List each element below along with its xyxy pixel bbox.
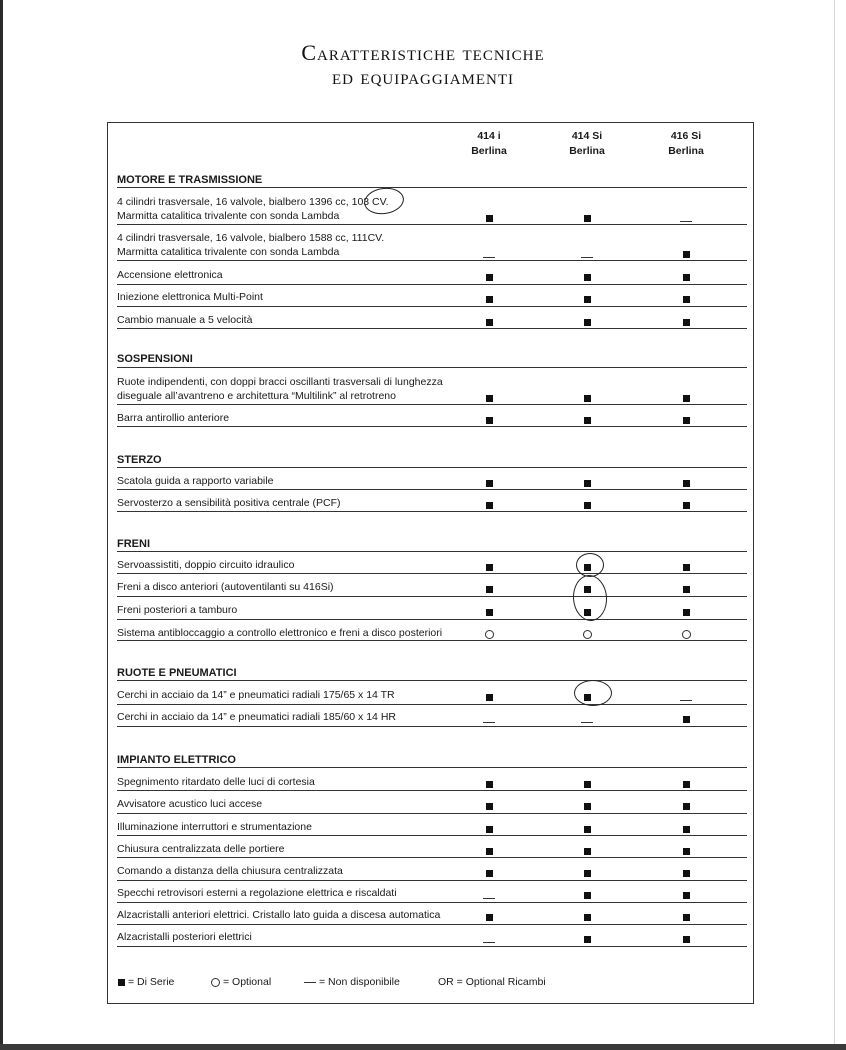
row-divider [117,835,747,836]
spec-row-text: Sistema antibloccaggio a controllo elettronico e freni a disco posteriori [117,627,443,639]
standard-square-icon [479,908,499,922]
spec-row-text: Ruote indipendenti, con doppi bracci oscillanti trasversali di lunghezza [117,376,443,388]
row-divider [117,726,747,727]
standard-square-icon [676,389,696,403]
not-available-dash-icon [577,245,597,259]
section-title: IMPIANTO ELETTRICO [117,754,236,766]
standard-square-icon [676,908,696,922]
optional-circle-icon [577,626,597,640]
standard-square-icon [676,842,696,856]
row-divider [117,328,747,329]
standard-square-icon [577,775,597,789]
standard-square-icon [577,496,597,510]
row-divider [117,284,747,285]
legend-not-available [304,975,400,989]
standard-square-icon [479,820,499,834]
spec-row-label [117,797,477,811]
section-divider [117,367,747,368]
section-divider [117,680,747,681]
legend-standard-label: = Di Serie [128,976,175,988]
page-title-line-2: ed equipaggiamenti [331,64,515,89]
spec-row-text: Barra antirollio anteriore [117,412,230,424]
standard-square-icon [676,603,696,617]
row-divider [117,511,747,512]
spec-row-text: 4 cilindri trasversale, 16 valvole, bialbero 1396 cc, 103 CV. [117,196,389,208]
not-available-dash-icon [577,710,597,724]
row-divider [117,946,747,947]
optional-circle-icon [676,626,696,640]
spec-row-text: Alzacristalli anteriori elettrici. Cristallo lato guida a discesa automatica [117,909,441,921]
spec-row-text: Avvisatore acustico luci accese [117,798,263,810]
column-header-3 [646,129,726,159]
row-divider [117,640,747,641]
standard-square-icon [479,603,499,617]
standard-square-icon [676,775,696,789]
legend-standard [118,975,174,989]
standard-square-icon [577,930,597,944]
standard-square-icon [577,313,597,327]
scan-edge-bottom [0,1044,846,1050]
standard-square-icon [676,580,696,594]
row-divider [117,790,747,791]
legend-optional-spare-label: OR = Optional Ricambi [438,976,546,988]
row-divider [117,306,747,307]
standard-square-icon [577,389,597,403]
spec-row-label [117,886,477,900]
standard-square-icon [676,864,696,878]
spec-row-text: Alzacristalli posteriori elettrici [117,931,252,943]
standard-square-icon [676,496,696,510]
spec-row-text: Spegnimento ritardato delle luci di cortesia [117,776,315,788]
row-divider [117,426,747,427]
column-model: 416 Si [670,130,702,142]
section-divider [117,551,747,552]
standard-square-icon [676,313,696,327]
standard-square-icon [479,580,499,594]
not-available-dash-icon [676,688,696,702]
spec-row-text: Marmitta catalitica trivalente con sonda Lambda [117,246,340,258]
row-divider [117,880,747,881]
section-divider [117,187,747,188]
dash-icon [304,982,316,983]
standard-square-icon [676,558,696,572]
spec-row-text: Cerchi in acciaio da 14” e pneumatici radiali 175/65 x 14 TR [117,689,395,701]
standard-square-icon [676,886,696,900]
row-divider [117,573,747,574]
standard-square-icon [676,411,696,425]
column-body: Berlina [668,145,704,157]
spec-row-text: Freni posteriori a tamburo [117,604,238,616]
spec-row-label [117,930,477,944]
section-title: MOTORE E TRASMISSIONE [117,174,263,186]
standard-square-icon [676,245,696,259]
standard-square-icon [479,496,499,510]
standard-square-icon [479,864,499,878]
spec-row-text: Freni a disco anteriori (autoventilanti su 416Si) [117,581,334,593]
spec-row-label [117,375,477,403]
spec-row-label [117,775,477,789]
standard-square-icon [479,558,499,572]
not-available-dash-icon [479,710,499,724]
spec-row-text: Servosterzo a sensibilità positiva centrale (PCF) [117,497,341,509]
spec-row-text: Servoassistiti, doppio circuito idraulico [117,559,295,571]
standard-square-icon [479,474,499,488]
standard-square-icon [577,842,597,856]
spec-row-label [117,195,477,223]
spec-row-label [117,710,477,724]
row-divider [117,902,747,903]
standard-square-icon [479,411,499,425]
section-divider [117,467,747,468]
row-divider [117,404,747,405]
section-title: STERZO [117,454,162,466]
spec-row-label [117,558,477,572]
column-body: Berlina [471,145,507,157]
pen-circle-annotation [574,680,612,706]
standard-square-icon [676,710,696,724]
filled-square-icon [118,979,125,986]
not-available-dash-icon [479,930,499,944]
spec-row-text: Accensione elettronica [117,269,223,281]
row-divider [117,224,747,225]
row-divider [117,813,747,814]
standard-square-icon [577,908,597,922]
row-divider [117,619,747,620]
optional-circle-icon [479,626,499,640]
spec-row-label [117,820,477,834]
spec-row-label [117,496,477,510]
section-title: FRENI [117,538,150,550]
row-divider [117,596,747,597]
section-divider [117,767,747,768]
spec-row-label [117,313,477,327]
standard-square-icon [676,474,696,488]
spec-row-text: Marmitta catalitica trivalente con sonda Lambda [117,210,340,222]
spec-row-label [117,688,477,702]
standard-square-icon [479,842,499,856]
column-body: Berlina [569,145,605,157]
spec-row-text: 4 cilindri trasversale, 16 valvole, bialbero 1588 cc, 111CV. [117,232,385,244]
standard-square-icon [577,268,597,282]
spec-row-label [117,603,477,617]
row-divider [117,704,747,705]
pen-circle-annotation [576,553,604,577]
standard-square-icon [577,290,597,304]
spec-row-label [117,268,477,282]
column-header-1 [449,129,529,159]
row-divider [117,924,747,925]
not-available-dash-icon [479,886,499,900]
spec-row-label [117,626,477,640]
spec-row-text: Chiusura centralizzata delle portiere [117,843,285,855]
legend-optional-spare [438,975,546,989]
scan-edge-left [0,0,3,1050]
standard-square-icon [577,474,597,488]
standard-square-icon [676,930,696,944]
spec-row-label [117,864,477,878]
spec-row-text: Cambio manuale a 5 velocità [117,314,253,326]
spec-row-label [117,290,477,304]
not-available-dash-icon [676,209,696,223]
spec-row-label [117,474,477,488]
standard-square-icon [577,209,597,223]
spec-row-text: Specchi retrovisori esterni a regolazione elettrica e riscaldati [117,887,397,899]
standard-square-icon [676,290,696,304]
spec-row-label [117,842,477,856]
standard-square-icon [577,797,597,811]
legend-not-available-label: = Non disponibile [319,976,400,988]
spec-row-label [117,580,477,594]
standard-square-icon [479,268,499,282]
standard-square-icon [479,209,499,223]
not-available-dash-icon [479,245,499,259]
row-divider [117,260,747,261]
spec-row-text: Cerchi in acciaio da 14” e pneumatici radiali 185/60 x 14 HR [117,711,396,723]
page-title-line-1: Caratteristiche tecniche [301,40,545,65]
standard-square-icon [676,820,696,834]
row-divider [117,489,747,490]
standard-square-icon [577,820,597,834]
standard-square-icon [479,389,499,403]
standard-square-icon [479,313,499,327]
spec-row-label [117,231,477,259]
column-header-2 [547,129,627,159]
standard-square-icon [479,688,499,702]
hollow-circle-icon [211,978,220,987]
legend-optional-label: = Optional [223,976,272,988]
standard-square-icon [577,864,597,878]
row-divider [117,857,747,858]
standard-square-icon [676,268,696,282]
scan-edge-right [834,0,835,1050]
spec-row-text: Comando a distanza della chiusura centralizzata [117,865,343,877]
section-title: SOSPENSIONI [117,353,193,365]
spec-row-text: diseguale all’avantreno e architettura “Multilink” al retrotreno [117,390,396,402]
spec-row-text: Iniezione elettronica Multi-Point [117,291,263,303]
spec-row-label [117,908,477,922]
section-title: RUOTE E PNEUMATICI [117,667,237,679]
column-model: 414 Si [571,130,603,142]
spec-row-text: Illuminazione interruttori e strumentazione [117,821,312,833]
column-model: 414 i [477,130,501,142]
standard-square-icon [676,797,696,811]
spec-row-text: Scatola guida a rapporto variabile [117,475,274,487]
standard-square-icon [479,797,499,811]
standard-square-icon [577,886,597,900]
spec-row-label [117,411,477,425]
standard-square-icon [577,411,597,425]
standard-square-icon [479,290,499,304]
standard-square-icon [479,775,499,789]
legend-optional [211,975,271,989]
